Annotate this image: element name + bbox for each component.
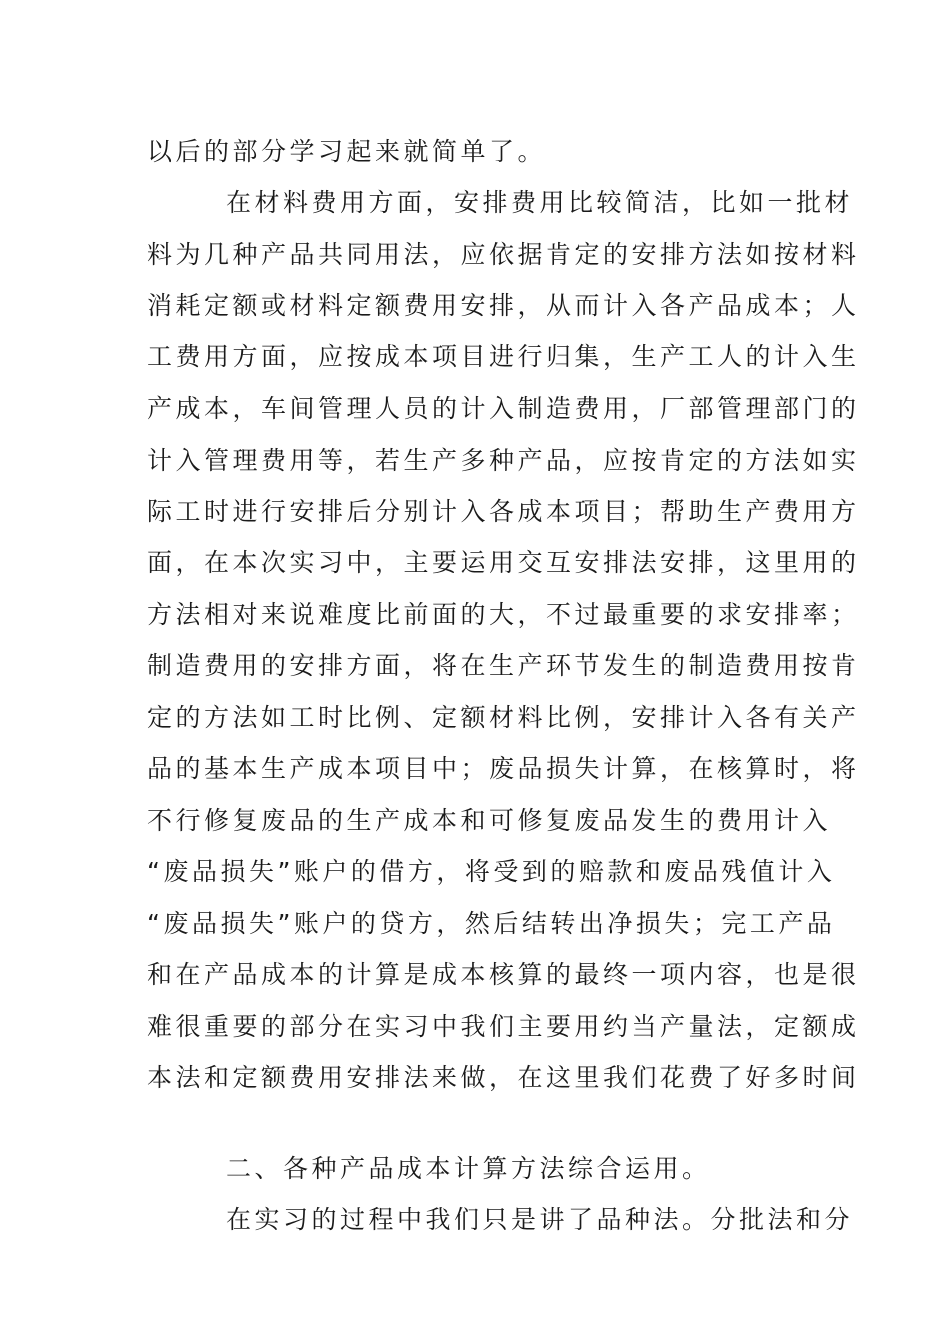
text-line: 工费用方面，应按成本项目进行归集，生产工人的计入生 <box>147 342 860 371</box>
text-line: 品的基本生产成本项目中；废品损失计算，在核算时，将 <box>147 754 860 783</box>
paragraph-first-line: 在材料费用方面，安排费用比较简洁，比如一批材 <box>226 188 854 217</box>
text-line: “废品损失”账户的借方，将受到的赔款和废品残值计入 <box>147 857 836 886</box>
text-line: 不行修复废品的生产成本和可修复废品发生的费用计入 <box>147 806 832 835</box>
text-line: 定的方法如工时比例、定额材料比例，安排计入各有关产 <box>147 703 860 732</box>
text-line: 料为几种产品共同用法，应依据肯定的安排方法如按材料 <box>147 240 860 269</box>
text-line: 际工时进行安排后分别计入各成本项目；帮助生产费用方 <box>147 497 860 526</box>
paragraph-first-line: 在实习的过程中我们只是讲了品种法。分批法和分 <box>226 1205 854 1234</box>
text-line: 和在产品成本的计算是成本核算的最终一项内容，也是很 <box>147 960 860 989</box>
text-line: “废品损失”账户的贷方，然后结转出净损失；完工产品 <box>147 909 836 938</box>
text-line: 制造费用的安排方面，将在生产环节发生的制造费用按肯 <box>147 651 860 680</box>
text-line: 以后的部分学习起来就简单了。 <box>147 137 547 166</box>
text-line: 难很重要的部分在实习中我们主要用约当产量法，定额成 <box>147 1012 860 1041</box>
text-line: 面，在本次实习中，主要运用交互安排法安排，这里用的 <box>147 548 860 577</box>
text-line: 消耗定额或材料定额费用安排，从而计入各产品成本；人 <box>147 291 860 320</box>
text-line: 产成本，车间管理人员的计入制造费用，厂部管理部门的 <box>147 394 860 423</box>
text-line: 计入管理费用等，若生产多种产品，应按肯定的方法如实 <box>147 446 860 475</box>
text-line: 方法相对来说难度比前面的大，不过最重要的求安排率； <box>147 600 860 629</box>
text-line: 本法和定额费用安排法来做，在这里我们花费了好多时间 <box>147 1063 860 1092</box>
section-heading: 二、各种产品成本计算方法综合运用。 <box>226 1154 711 1183</box>
